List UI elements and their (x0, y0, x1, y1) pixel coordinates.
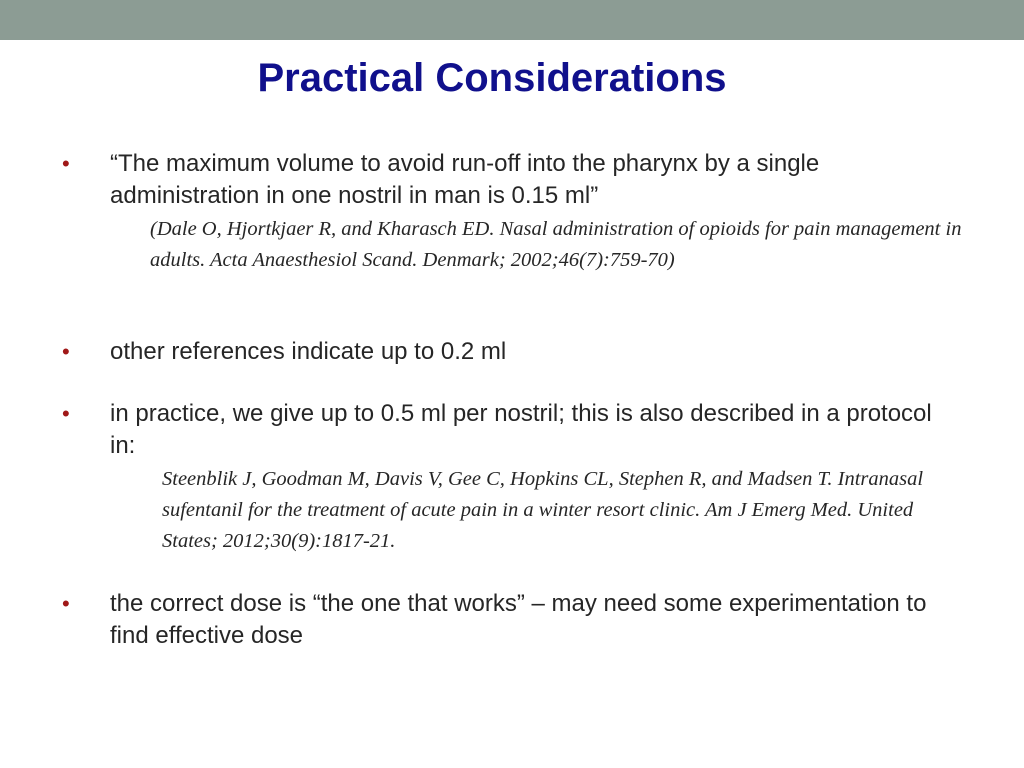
bullet-item-in-practice (62, 398, 962, 557)
bullet-icon: • (62, 339, 70, 364)
bullet-item-other-references (62, 336, 962, 368)
bullet-text: in practice, we give up to 0.5 ml per nostril; this is also described in a protocol in: (110, 400, 932, 459)
bullet-item-correct-dose (62, 588, 962, 652)
reference-citation: Steenblik J, Goodman M, Davis V, Gee C, Hopkins CL, Stephen R, and Madsen T. Intranasal sufentanil for the treatment of acute pain in a winter resort clinic. Am J Emerg Med. United States; 2012;30(9):1817-21. (162, 468, 924, 552)
bullet-item-max-volume (62, 148, 962, 276)
slide-title: Practical Considerations (257, 56, 727, 100)
bullet-text: “The maximum volume to avoid run-off into the pharynx by a single administration in one nostril in man is 0.15 ml” (110, 150, 820, 209)
bullet-icon: • (62, 151, 70, 176)
bullet-text: the correct dose is “the one that works” – may need some experimentation to find effective dose (110, 590, 927, 649)
bullet-text: other references indicate up to 0.2 ml (110, 338, 507, 365)
bullet-icon: • (62, 591, 70, 616)
top-accent-bar (0, 0, 1024, 40)
bullet-icon: • (62, 401, 70, 426)
reference-citation: (Dale O, Hjortkjaer R, and Kharasch ED. Nasal administration of opioids for pain management in adults. Acta Anaesthesiol Scand. Denmark; 2002;46(7):759-70) (150, 218, 962, 271)
